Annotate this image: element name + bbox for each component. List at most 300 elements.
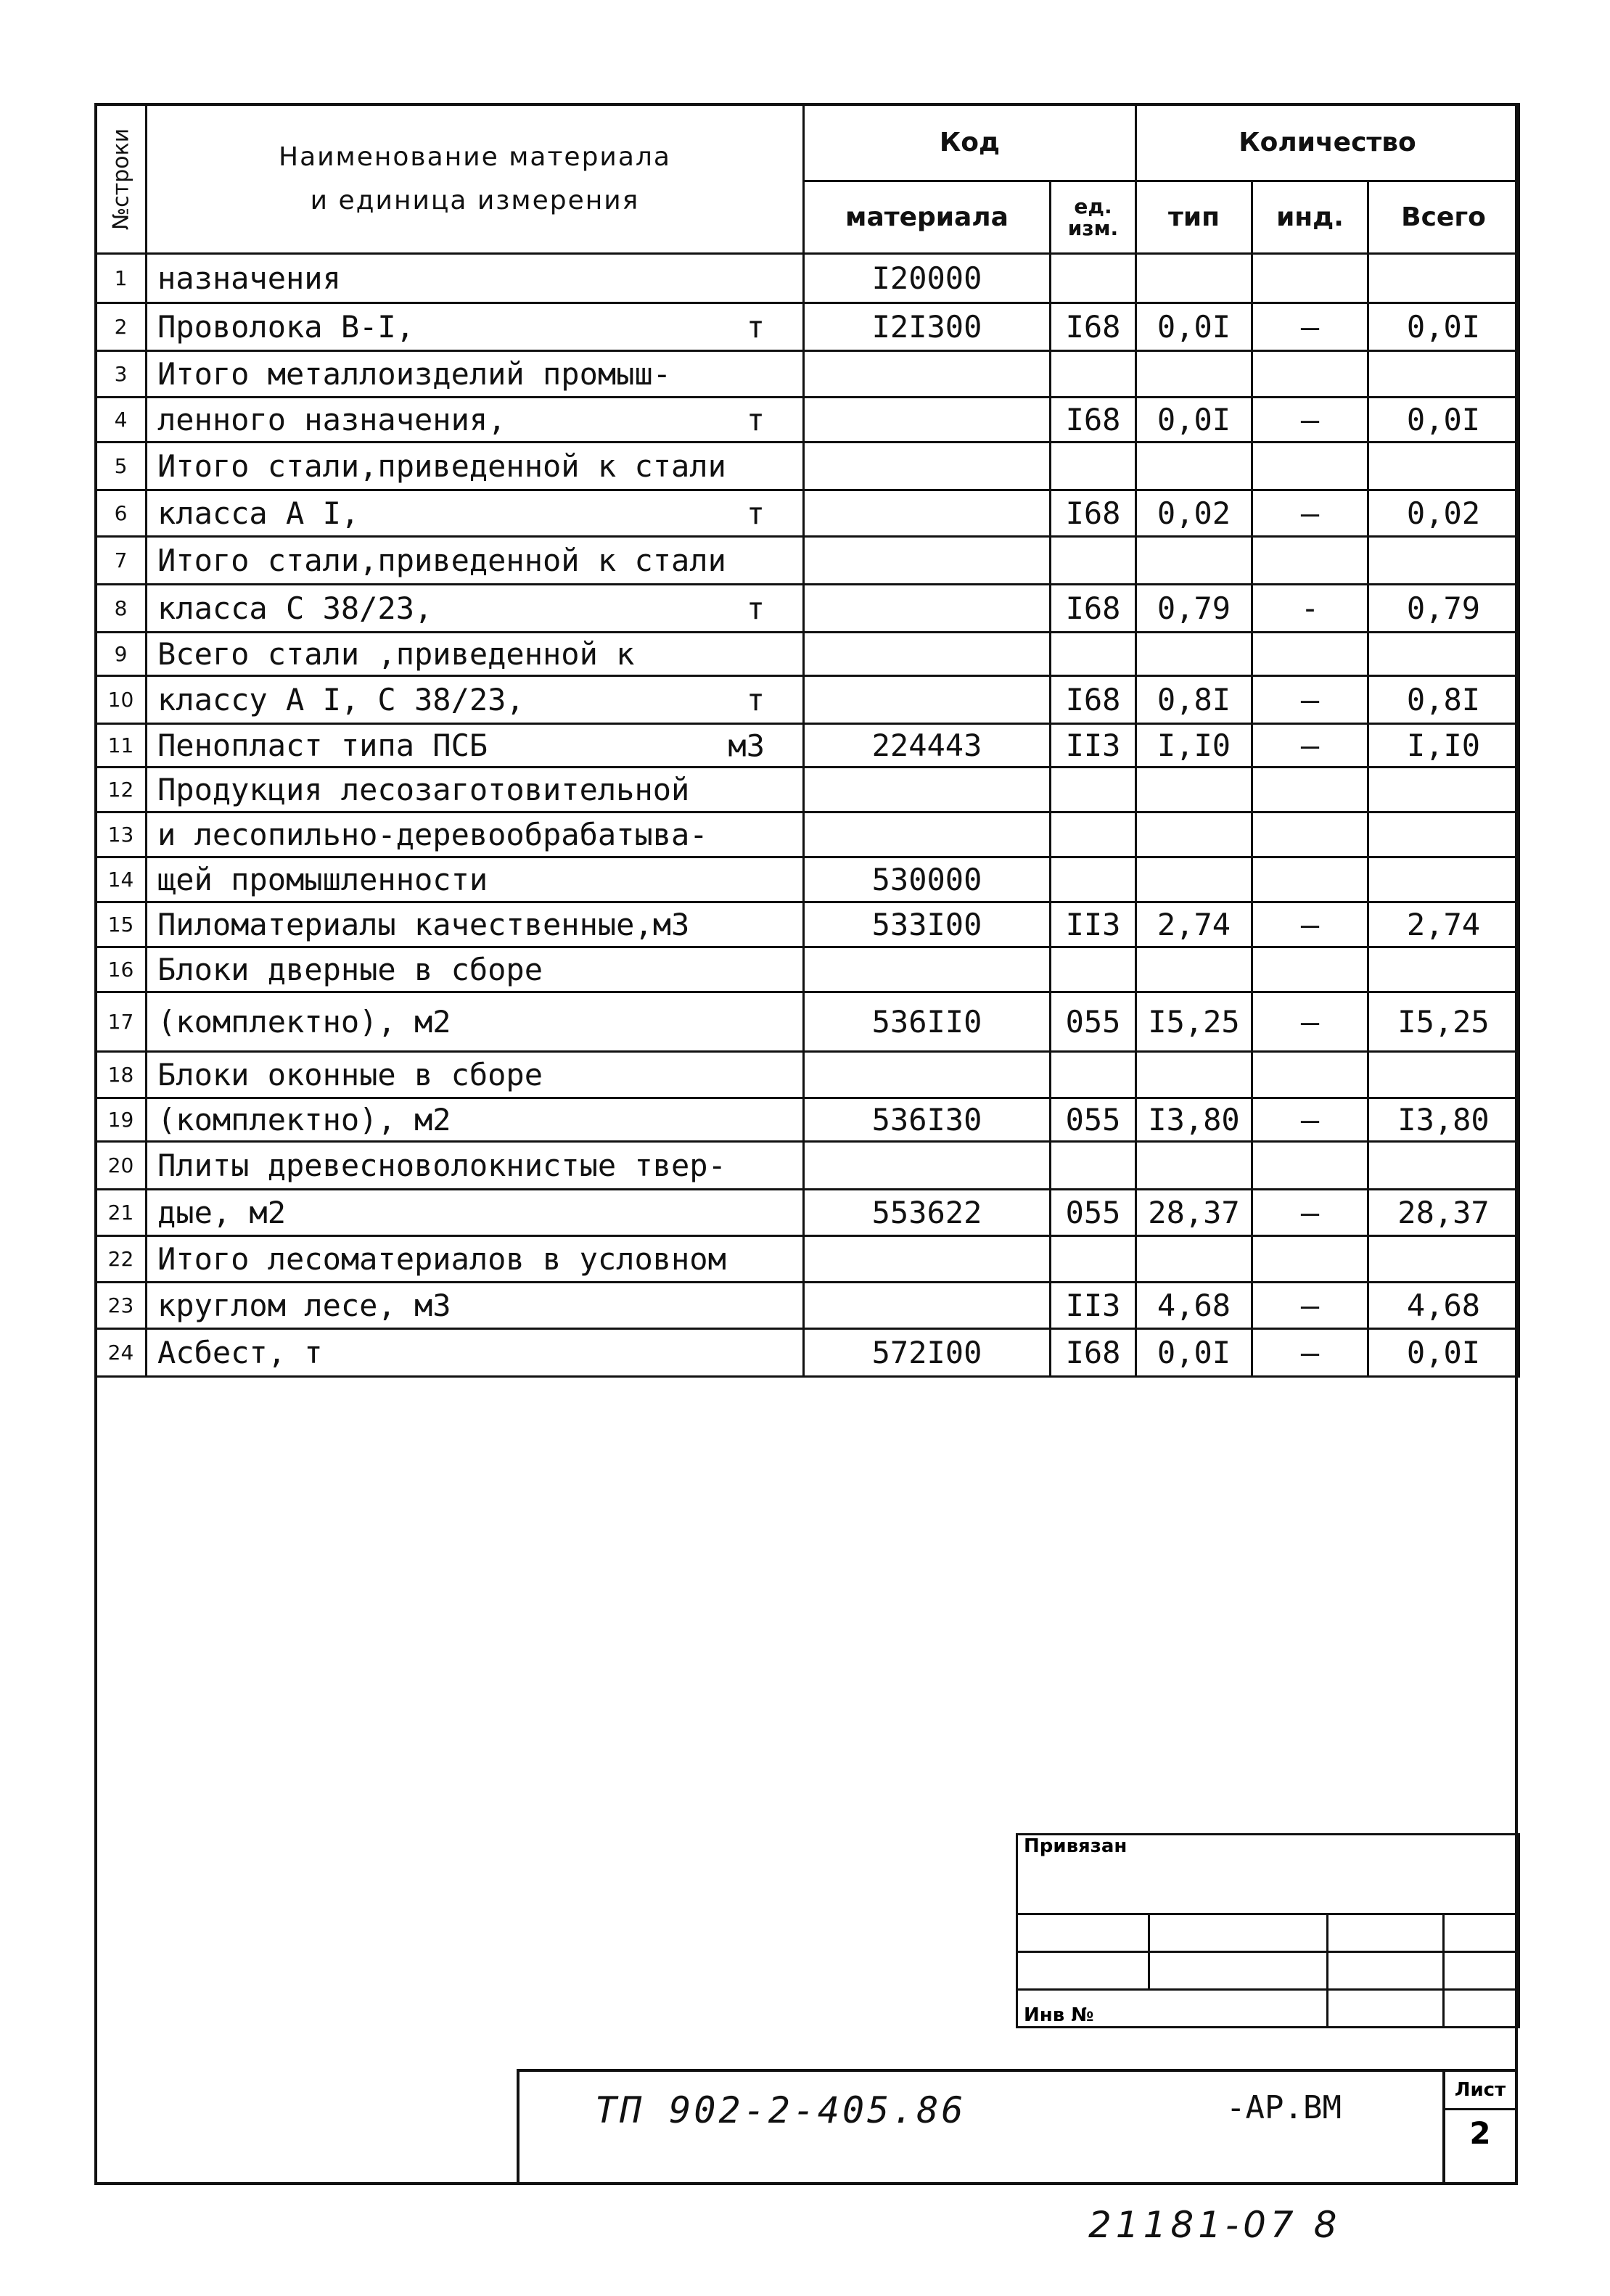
row-number: 6 [114, 501, 128, 525]
row-number: 10 [107, 688, 134, 712]
quantity-ind: – [1300, 682, 1320, 717]
unit-abbreviation: м3 [728, 728, 765, 763]
row-number: 3 [114, 362, 128, 386]
row-number-cell [96, 1283, 147, 1329]
unit-code: I68 [1065, 682, 1121, 717]
quantity-type: I5,25 [1148, 1004, 1240, 1040]
quantity-type-cell [1136, 351, 1252, 398]
stamp-cell [1017, 1914, 1149, 1952]
quantity-total-cell [1368, 676, 1519, 724]
material-name-cell [147, 902, 804, 947]
quantity-total-cell [1368, 633, 1519, 676]
quantity-type-cell [1136, 537, 1252, 585]
quantity-ind: – [1300, 402, 1320, 437]
material-name: и лесопильно-деревообрабатыва- [157, 817, 708, 852]
quantity-total-cell [1368, 768, 1519, 812]
unit-code-cell [1051, 812, 1136, 857]
material-name-cell [147, 585, 804, 633]
quantity-total-cell [1368, 992, 1519, 1052]
unit-abbreviation: т [746, 402, 765, 437]
quantity-ind: – [1300, 1195, 1320, 1230]
quantity-type: 2,74 [1157, 907, 1231, 942]
material-name-cell [147, 992, 804, 1052]
unit-code-cell [1051, 992, 1136, 1052]
material-name-header-line1: Наименование материала [279, 141, 671, 172]
row-number-cell [96, 490, 147, 537]
material-code-cell [804, 537, 1051, 585]
material-code-cell [804, 1283, 1051, 1329]
material-name: класса А I, [157, 495, 360, 531]
material-name-cell [147, 1283, 804, 1329]
unit-code-cell [1051, 490, 1136, 537]
quantity-total-cell [1368, 812, 1519, 857]
quantity-group-header: Количество [1136, 104, 1519, 181]
row-number: 19 [107, 1108, 134, 1132]
material-code-cell [804, 676, 1051, 724]
sheet-box [1442, 2069, 1518, 2185]
quantity-type-cell [1136, 1236, 1252, 1283]
quantity-ind-cell [1252, 398, 1368, 443]
quantity-total-cell [1368, 351, 1519, 398]
unit-code-cell [1051, 351, 1136, 398]
row-number-cell [96, 768, 147, 812]
unit-code-cell [1051, 1236, 1136, 1283]
quantity-ind-cell [1252, 768, 1368, 812]
quantity-ind-cell [1252, 857, 1368, 902]
quantity-total-cell [1368, 902, 1519, 947]
row-number-cell [96, 537, 147, 585]
table-row [96, 992, 1519, 1052]
quantity-total-cell [1368, 443, 1519, 490]
material-name: класса С 38/23, [157, 591, 433, 626]
table-row [96, 351, 1519, 398]
table-row [96, 857, 1519, 902]
row-number: 8 [114, 596, 128, 620]
material-name-cell [147, 724, 804, 768]
row-number-cell [96, 254, 147, 303]
material-code-cell [804, 303, 1051, 351]
row-number: 14 [107, 868, 134, 892]
unit-code-cell [1051, 724, 1136, 768]
quantity-total: 0,79 [1406, 591, 1481, 626]
material-code-cell [804, 947, 1051, 992]
material-name: круглом лесе, м3 [157, 1288, 451, 1323]
header-row-1 [96, 104, 1519, 181]
row-number-header [96, 104, 147, 254]
material-name-cell [147, 1098, 804, 1142]
material-name-cell [147, 1236, 804, 1283]
row-number: 9 [114, 642, 128, 666]
material-name-cell [147, 1142, 804, 1190]
material-name-cell [147, 676, 804, 724]
quantity-total-cell [1368, 398, 1519, 443]
quantity-ind-cell [1252, 1236, 1368, 1283]
quantity-type-cell [1136, 768, 1252, 812]
material-code: 536I30 [871, 1102, 982, 1137]
quantity-type-cell [1136, 633, 1252, 676]
row-number: 15 [107, 913, 134, 937]
material-name-cell [147, 537, 804, 585]
row-number-cell [96, 1098, 147, 1142]
stamp-cell [1017, 1952, 1149, 1990]
inventory-number-label: Инв № [1017, 1990, 1328, 2028]
material-name: дые, м2 [157, 1195, 287, 1230]
row-number: 13 [107, 823, 134, 847]
quantity-total-cell [1368, 303, 1519, 351]
unit-code-cell [1051, 303, 1136, 351]
quantity-total-cell [1368, 585, 1519, 633]
quantity-ind-cell [1252, 902, 1368, 947]
quantity-ind: - [1300, 591, 1320, 626]
material-code-cell [804, 585, 1051, 633]
quantity-type: 0,0I [1157, 402, 1231, 437]
row-number: 16 [107, 958, 134, 982]
quantity-ind-cell [1252, 992, 1368, 1052]
quantity-ind-cell [1252, 1329, 1368, 1377]
quantity-total: 0,0I [1406, 309, 1481, 345]
unit-code-cell [1051, 1142, 1136, 1190]
table-row [96, 902, 1519, 947]
document-code: ТП 902-2-405.86 [595, 2089, 966, 2131]
quantity-type-cell [1136, 303, 1252, 351]
total-header: Всего [1368, 181, 1519, 254]
stamp-cell [1328, 1914, 1444, 1952]
quantity-total: 0,0I [1406, 1335, 1481, 1370]
unit-code-cell [1051, 1098, 1136, 1142]
table-row [96, 1098, 1519, 1142]
unit-code: 055 [1065, 1102, 1121, 1137]
row-number-cell [96, 724, 147, 768]
quantity-total: 28,37 [1397, 1195, 1490, 1230]
unit-code-cell [1051, 1283, 1136, 1329]
material-name-cell [147, 633, 804, 676]
material-code-cell [804, 1236, 1051, 1283]
quantity-total-cell [1368, 724, 1519, 768]
row-number: 21 [107, 1201, 134, 1225]
material-name: Продукция лесозаготовительной [157, 772, 690, 807]
quantity-total-cell [1368, 857, 1519, 902]
material-code-cell [804, 1052, 1051, 1098]
sheet-number: 2 [1469, 2115, 1491, 2151]
unit-abbreviation: т [746, 682, 765, 717]
quantity-ind: – [1300, 728, 1320, 763]
quantity-type: I3,80 [1148, 1102, 1240, 1137]
quantity-ind: – [1300, 495, 1320, 531]
row-number: 1 [114, 266, 128, 290]
material-name-cell [147, 1190, 804, 1236]
unit-code-cell [1051, 857, 1136, 902]
quantity-type: 0,0I [1157, 1335, 1231, 1370]
row-number: 24 [107, 1341, 134, 1365]
material-code-cell [804, 902, 1051, 947]
unit-code-cell [1051, 902, 1136, 947]
table-row [96, 254, 1519, 303]
quantity-ind-cell [1252, 1098, 1368, 1142]
unit-code: I68 [1065, 309, 1121, 345]
row-number: 18 [107, 1063, 134, 1087]
material-code: 533I00 [871, 907, 982, 942]
quantity-total: 0,02 [1406, 495, 1481, 531]
quantity-ind-cell [1252, 633, 1368, 676]
quantity-total: 4,68 [1406, 1288, 1481, 1323]
quantity-type-cell [1136, 724, 1252, 768]
material-name-header-line2: и единица измерения [310, 185, 640, 215]
material-code-cell [804, 724, 1051, 768]
quantity-total-cell [1368, 1283, 1519, 1329]
unit-code-cell [1051, 537, 1136, 585]
table-row [96, 1236, 1519, 1283]
material-name-cell [147, 490, 804, 537]
table-row [96, 398, 1519, 443]
quantity-type-cell [1136, 254, 1252, 303]
unit-code: I68 [1065, 495, 1121, 531]
quantity-ind: – [1300, 1004, 1320, 1040]
archive-number: 21181-07 8 [1088, 2204, 1342, 2246]
stamp-cell [1149, 1952, 1328, 1990]
unit-code: 055 [1065, 1195, 1121, 1230]
row-number-cell [96, 947, 147, 992]
unit-code: 055 [1065, 1004, 1121, 1040]
table-row [96, 303, 1519, 351]
quantity-ind: – [1300, 309, 1320, 345]
row-number-header-label: №строки [108, 128, 134, 230]
stamp-cell [1328, 1952, 1444, 1990]
materials-table [94, 103, 1520, 1378]
material-code-cell [804, 812, 1051, 857]
material-name-cell [147, 768, 804, 812]
quantity-total-cell [1368, 1098, 1519, 1142]
material-name: Итого металлоизделий промыш- [157, 356, 672, 392]
quantity-ind-cell [1252, 537, 1368, 585]
quantity-type-cell [1136, 1052, 1252, 1098]
row-number: 20 [107, 1153, 134, 1177]
material-name: (комплектно), м2 [157, 1102, 451, 1137]
type-header: тип [1136, 181, 1252, 254]
row-number-cell [96, 585, 147, 633]
quantity-ind-cell [1252, 724, 1368, 768]
row-number: 2 [114, 315, 128, 339]
row-number-cell [96, 1190, 147, 1236]
unit-code: I68 [1065, 591, 1121, 626]
quantity-type-cell [1136, 1283, 1252, 1329]
row-number: 17 [107, 1010, 134, 1034]
row-number: 22 [107, 1247, 134, 1271]
quantity-ind-cell [1252, 351, 1368, 398]
material-name-cell [147, 351, 804, 398]
unit-code-cell [1051, 1190, 1136, 1236]
quantity-type: 0,0I [1157, 309, 1231, 345]
unit-abbreviation: т [746, 591, 765, 626]
row-number-cell [96, 443, 147, 490]
table-row [96, 585, 1519, 633]
sheet-label: Лист [1445, 2072, 1515, 2110]
material-name: Итого лесоматериалов в условном [157, 1241, 726, 1277]
bound-label: Привязан [1017, 1835, 1519, 1914]
material-code: I2I300 [871, 309, 982, 345]
quantity-total: 0,8I [1406, 682, 1481, 717]
table-row [96, 1190, 1519, 1236]
quantity-ind-cell [1252, 1190, 1368, 1236]
quantity-type-cell [1136, 1329, 1252, 1377]
material-name: Итого стали,приведенной к стали [157, 543, 726, 578]
material-code: 530000 [871, 862, 982, 897]
quantity-total-cell [1368, 537, 1519, 585]
table-row [96, 1142, 1519, 1190]
row-number-cell [96, 633, 147, 676]
quantity-ind-cell [1252, 490, 1368, 537]
table-row [96, 443, 1519, 490]
quantity-ind-cell [1252, 585, 1368, 633]
material-code-cell [804, 254, 1051, 303]
quantity-type-cell [1136, 992, 1252, 1052]
row-number: 7 [114, 548, 128, 572]
unit-code-cell [1051, 585, 1136, 633]
material-code: 224443 [871, 728, 982, 763]
material-code-cell [804, 1142, 1051, 1190]
quantity-type: I,I0 [1157, 728, 1231, 763]
material-code-cell [804, 1190, 1051, 1236]
material-code-cell [804, 857, 1051, 902]
quantity-total-cell [1368, 490, 1519, 537]
row-number-cell [96, 398, 147, 443]
quantity-total-cell [1368, 1329, 1519, 1377]
row-number: 12 [107, 778, 134, 802]
row-number-cell [96, 992, 147, 1052]
unit-code: I68 [1065, 1335, 1121, 1370]
quantity-type-cell [1136, 857, 1252, 902]
row-number-cell [96, 857, 147, 902]
table-row [96, 1283, 1519, 1329]
material-code-cell [804, 351, 1051, 398]
row-number: 5 [114, 454, 128, 478]
row-number-cell [96, 812, 147, 857]
quantity-type: 0,79 [1157, 591, 1231, 626]
row-number-cell [96, 1329, 147, 1377]
quantity-total-cell [1368, 254, 1519, 303]
table-row [96, 676, 1519, 724]
material-name-cell [147, 857, 804, 902]
material-code-cell [804, 443, 1051, 490]
material-name: (комплектно), м2 [157, 1004, 451, 1040]
material-name: Асбест, т [157, 1335, 323, 1370]
quantity-total: I5,25 [1397, 1004, 1490, 1040]
unit-code: I68 [1065, 402, 1121, 437]
row-number: 4 [114, 408, 128, 432]
material-code-header: материала [804, 181, 1051, 254]
material-name: щей промышленности [157, 862, 488, 897]
row-number-cell [96, 902, 147, 947]
binding-stamp [1016, 1833, 1520, 2028]
table-row [96, 1052, 1519, 1098]
table-row [96, 537, 1519, 585]
table-row [96, 1329, 1519, 1377]
material-code: 572I00 [871, 1335, 982, 1370]
quantity-ind-cell [1252, 1283, 1368, 1329]
material-name-cell [147, 812, 804, 857]
quantity-type-cell [1136, 947, 1252, 992]
material-code: 553622 [871, 1195, 982, 1230]
quantity-total-cell [1368, 1052, 1519, 1098]
table-row [96, 633, 1519, 676]
material-name-cell [147, 254, 804, 303]
material-name-cell [147, 443, 804, 490]
stamp-cell [1444, 1990, 1519, 2028]
material-name-cell [147, 303, 804, 351]
material-code-cell [804, 633, 1051, 676]
quantity-type-cell [1136, 902, 1252, 947]
material-code: I20000 [871, 260, 982, 296]
quantity-type-cell [1136, 812, 1252, 857]
material-name: Пиломатериалы качественные,м3 [157, 907, 690, 942]
quantity-ind: – [1300, 907, 1320, 942]
quantity-type-cell [1136, 676, 1252, 724]
quantity-type-cell [1136, 398, 1252, 443]
material-name: назначения [157, 260, 341, 296]
unit-code-cell [1051, 443, 1136, 490]
quantity-type-cell [1136, 1190, 1252, 1236]
material-name: Пенопласт типа ПСБ [157, 728, 488, 763]
quantity-ind-cell [1252, 1142, 1368, 1190]
ind-header: инд. [1252, 181, 1368, 254]
quantity-type-cell [1136, 1098, 1252, 1142]
quantity-total-cell [1368, 947, 1519, 992]
unit-header: ед. изм. [1051, 181, 1136, 254]
quantity-type: 0,8I [1157, 682, 1231, 717]
row-number-cell [96, 351, 147, 398]
quantity-ind-cell [1252, 303, 1368, 351]
quantity-total-cell [1368, 1236, 1519, 1283]
unit-code-cell [1051, 1052, 1136, 1098]
material-code: 536II0 [871, 1004, 982, 1040]
quantity-type: 4,68 [1157, 1288, 1231, 1323]
unit-abbreviation: т [746, 495, 765, 531]
material-name-cell [147, 398, 804, 443]
unit-code-cell [1051, 398, 1136, 443]
quantity-type-cell [1136, 443, 1252, 490]
material-name: Проволока В-I, [157, 309, 415, 345]
code-group-header: Код [804, 104, 1136, 181]
unit-abbreviation: т [746, 309, 765, 345]
table-row [96, 812, 1519, 857]
unit-code-cell [1051, 254, 1136, 303]
quantity-ind-cell [1252, 947, 1368, 992]
material-name: Всего стали ,приведенной к [157, 636, 635, 672]
quantity-type: 28,37 [1148, 1195, 1240, 1230]
stamp-cell [1149, 1914, 1328, 1952]
row-number-cell [96, 676, 147, 724]
quantity-total: I,I0 [1406, 728, 1481, 763]
unit-code-cell [1051, 1329, 1136, 1377]
row-number: 23 [107, 1293, 134, 1317]
material-code-cell [804, 1098, 1051, 1142]
material-name: ленного назначения, [157, 402, 506, 437]
material-name-cell [147, 947, 804, 992]
quantity-total: I3,80 [1397, 1102, 1490, 1137]
table-row [96, 724, 1519, 768]
material-code-cell [804, 992, 1051, 1052]
material-name-cell [147, 1329, 804, 1377]
quantity-type-cell [1136, 585, 1252, 633]
material-name-header [147, 104, 804, 254]
material-name: Плиты древесноволокнистые твер- [157, 1148, 726, 1183]
stamp-cell [1444, 1952, 1519, 1990]
quantity-ind: – [1300, 1102, 1320, 1137]
row-number-cell [96, 1142, 147, 1190]
unit-code: II3 [1065, 907, 1121, 942]
quantity-ind-cell [1252, 1052, 1368, 1098]
document-code-suffix: -АР.ВМ [1226, 2089, 1342, 2126]
unit-code: II3 [1065, 1288, 1121, 1323]
